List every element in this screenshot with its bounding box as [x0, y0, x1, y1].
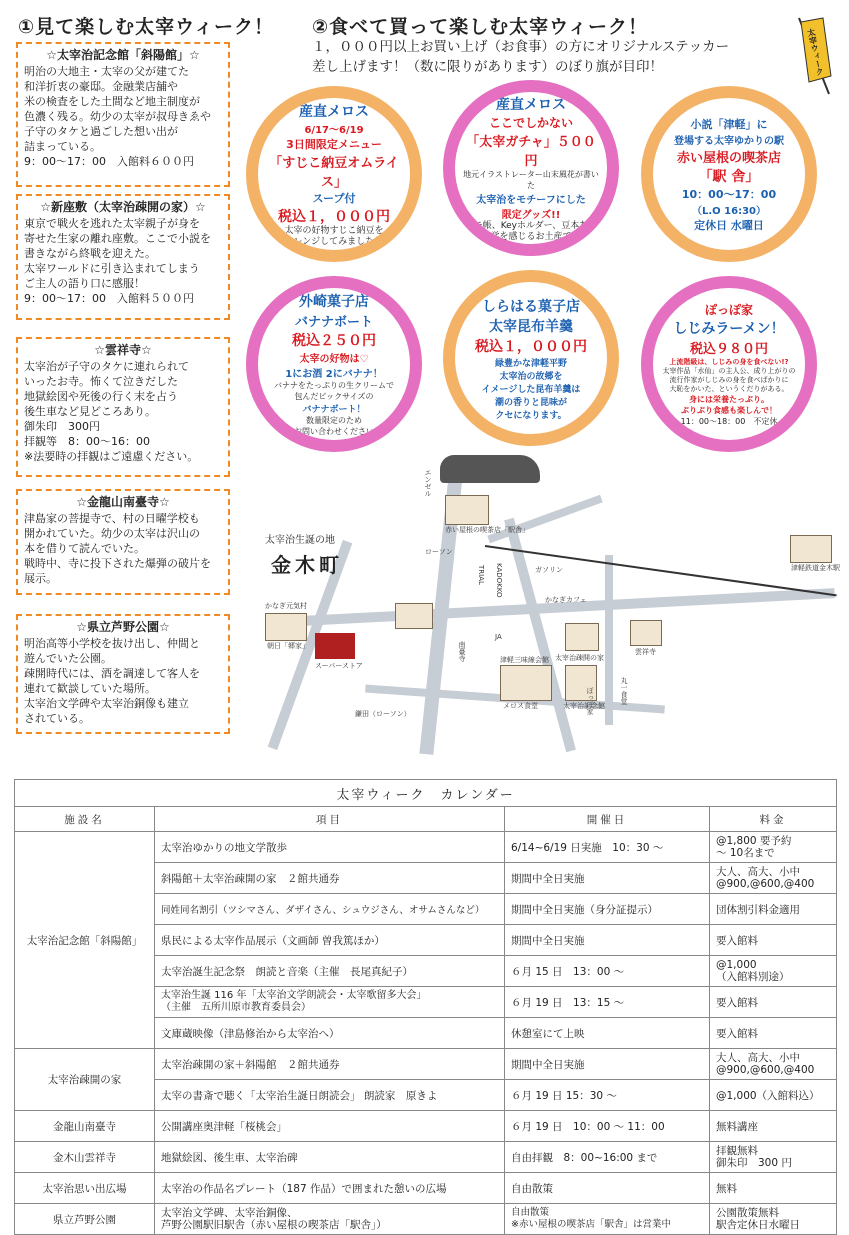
- info-box-unshoji: [16, 337, 230, 477]
- info-box-title: ☆金龍山南臺寺☆: [76, 495, 170, 509]
- info-line: 戦時中、寺に投下された爆弾の破片を: [24, 557, 211, 570]
- circle-shop: 小説「津軽」に: [690, 117, 768, 131]
- info-line: 明治の大地主・太宰の父が建てた: [24, 65, 189, 78]
- calendar-fee: 要入館料: [710, 1018, 837, 1049]
- info-line: 太宰治文学碑や太宰治銅像も建立: [24, 697, 189, 710]
- table-row: [15, 1111, 837, 1142]
- circle-line: 数量限定のため: [306, 416, 362, 425]
- circle-line: 限定グッズ!!: [501, 209, 561, 221]
- map-building: [565, 623, 599, 651]
- info-line: 津島家の菩提寺で、村の日曜学校も: [24, 512, 200, 525]
- map-birthplace-label: 太宰治生誕の地: [265, 535, 335, 546]
- circle-line: スープ付: [312, 191, 356, 205]
- map-label: KADOKKO: [495, 563, 503, 598]
- info-box-ashino-park: [16, 614, 230, 734]
- calendar-facility: 太宰治疎開の家: [15, 1049, 155, 1111]
- info-line: 書きながら終戦を迎えた。: [24, 247, 156, 260]
- circle-line: 太宰治の故郷を: [499, 371, 563, 382]
- map-label: かなぎ元気村: [265, 602, 307, 610]
- flag-text: 太宰ウィーク: [806, 27, 825, 77]
- calendar-fee: @1,000 （入館料別途）: [710, 956, 837, 987]
- info-line: 9：00～17：00 入館料６００円: [24, 155, 194, 168]
- map-label: 雲祥寺: [635, 648, 656, 656]
- map-label: スーパーストア: [315, 662, 363, 670]
- calendar-item: 太宰治文学碑、太宰治銅像、 芦野公園駅旧駅舎（赤い屋根の喫茶店「駅舎」）: [155, 1204, 505, 1235]
- calendar-date: 期間中全日実施: [505, 925, 710, 956]
- calendar-fee: 団体割引料金適用: [710, 894, 837, 925]
- circle-shop: ぽっぽ家: [704, 303, 753, 317]
- map-label: 朝日「郷家」: [267, 642, 309, 650]
- calendar-item: 公開講座奥津軽「桜桃会」: [155, 1111, 505, 1142]
- circle-line: 地元イラストレーター山末風花が書いた: [463, 169, 599, 190]
- promo-circle-ekisha: [641, 86, 817, 262]
- info-line: 色濃く残る。幼少の太宰が叔母きゑや: [24, 110, 211, 123]
- map-building-ekisha: [445, 495, 489, 525]
- circle-line: イメージした昆布羊羹は: [481, 384, 581, 395]
- section2-title: ②食べて買って楽しむ太宰ウィーク！: [312, 16, 648, 38]
- calendar-date: 期間中全日実施: [505, 863, 710, 894]
- calendar-date: 6/14~6/19 日実施 10：30 ～: [505, 832, 710, 863]
- circle-line: 10：00～17：00: [681, 187, 777, 201]
- map-label: かなぎカフェ: [545, 596, 587, 604]
- map-label: 赤い屋根の喫茶店「駅舎」: [445, 526, 529, 534]
- circle-line: アレンジしてみました！: [284, 236, 384, 247]
- calendar-facility: 金龍山南臺寺: [15, 1111, 155, 1142]
- circle-line: 登場する太宰ゆかりの駅: [674, 135, 784, 147]
- calendar-fee: 拝観無料 御朱印 300 円: [710, 1142, 837, 1173]
- circle-shop: 外崎菓子店: [299, 294, 369, 310]
- map-forest: [440, 455, 540, 483]
- info-line: 展示。: [24, 572, 57, 585]
- circle-line: 「駅 舎」: [698, 168, 760, 185]
- info-line: 遊んでいた公園。: [24, 652, 112, 665]
- info-line: 9：00～17：00 入館料５００円: [24, 292, 194, 305]
- circle-shop: しらはる菓子店: [482, 298, 580, 315]
- circle-line: 税込１，０００円: [475, 338, 587, 355]
- info-line: 詰まっている。: [24, 140, 101, 153]
- circle-line: 太宰の好物は♡: [299, 354, 369, 365]
- map-label: ガソリン: [535, 566, 563, 574]
- info-line: 太宰ワールドに引き込まれてしまう: [24, 262, 200, 275]
- circle-line: しじみラーメン！: [673, 321, 785, 337]
- info-line: ※法要時の拝観はご遠慮ください。: [24, 450, 199, 463]
- info-line: いったお寺。怖くて泣きだした: [24, 375, 178, 388]
- calendar-header: 料金: [710, 807, 837, 832]
- circle-line: 身には栄養たっぷり。: [689, 395, 769, 404]
- circle-line: 定休日 水曜日: [694, 218, 764, 232]
- info-line: 地獄絵図や死後の行く末を占う: [24, 390, 178, 403]
- calendar-date: 自由散策 ※赤い屋根の喫茶店「駅舎」は営業中: [505, 1204, 710, 1235]
- calendar-fee: @1,800 要予約 ～ 10名まで: [710, 832, 837, 863]
- map-label: 丸一食堂: [620, 677, 628, 705]
- calendar-date: 期間中全日実施（身分証提示）: [505, 894, 710, 925]
- circle-shop: 産直メロス: [496, 96, 566, 113]
- info-line: 連れて歓談していた場所。: [24, 682, 156, 695]
- calendar-item: 文庫蔵映像（津島修治から太宰治へ）: [155, 1018, 505, 1049]
- calendar-date: 自由拝観 8：00~16:00 まで: [505, 1142, 710, 1173]
- area-map: [245, 455, 840, 755]
- promo-circle-gacha: [443, 80, 619, 256]
- map-label: ぽっぽ家: [586, 687, 594, 715]
- circle-line: 3日間限定メニュー: [286, 137, 382, 151]
- calendar-facility: 太宰治記念館「斜陽館」: [15, 832, 155, 1049]
- circle-line: 1にお酒 2にバナナ！: [285, 369, 383, 380]
- calendar-fee: 大人、高大、小中 @900,@600,@400: [710, 1049, 837, 1080]
- map-label: TRIAL: [477, 565, 485, 585]
- sticker-line-1: １，０００円以上お買い上げ（お食事）の方にオリジナルステッカー: [312, 39, 730, 55]
- circle-line: 太宰昆布羊羹: [489, 318, 573, 335]
- table-row: [15, 1142, 837, 1173]
- info-line: されている。: [24, 712, 90, 725]
- calendar-date: ６月 19 日 13：15 ～: [505, 987, 710, 1018]
- info-line: 子守のタケと過ごした想い出が: [24, 125, 178, 138]
- calendar-fee: 要入館料: [710, 987, 837, 1018]
- map-label: メロス食堂: [503, 702, 538, 710]
- calendar-item: 太宰治疎開の家＋斜陽館 ２館共通券: [155, 1049, 505, 1080]
- table-row: [15, 1204, 837, 1235]
- circle-line: 緑豊かな津軽平野: [494, 358, 567, 369]
- circle-line: バナナボート！: [302, 405, 366, 415]
- circle-line: バナナボート: [294, 315, 373, 330]
- info-line: ご主人の語り口に感服！: [24, 277, 145, 290]
- map-label: 津軽三味線会館: [500, 656, 549, 664]
- circle-line: 「太宰ガチャ」５００円: [466, 134, 596, 169]
- calendar-item: 地獄絵図、後生車、太宰治碑: [155, 1142, 505, 1173]
- calendar-date: 期間中全日実施: [505, 1049, 710, 1080]
- circle-shop: 産直メロス: [299, 103, 369, 120]
- map-building: [630, 620, 662, 646]
- circle-line: 大恥をかいた、というくだりがある。: [669, 385, 789, 393]
- info-line: 太宰治が子守のタケに連れられて: [24, 360, 189, 373]
- circle-line: 太宰作品「水仙」の主人公、成り上がりの: [662, 367, 796, 375]
- calendar-facility: 県立芦野公園: [15, 1204, 155, 1235]
- circle-line: 赤い屋根の喫茶店: [676, 150, 781, 166]
- calendar-date: 休憩室にて上映: [505, 1018, 710, 1049]
- info-box-title: ☆県立芦野公園☆: [76, 620, 170, 634]
- calendar-item: 太宰の書斎で聴く「太宰治生誕日朗読会」 朗読家 原きよ: [155, 1080, 505, 1111]
- calendar-item: 太宰治ゆかりの地文学散歩: [155, 832, 505, 863]
- circle-line: 文学を感じるお土産です: [481, 231, 581, 242]
- promo-circle-omurice: [246, 86, 422, 262]
- calendar-fee: 要入館料: [710, 925, 837, 956]
- section1-title: ①見て楽しむ太宰ウィーク！: [18, 16, 274, 38]
- map-label: ローソン: [425, 548, 453, 556]
- calendar-item: 太宰治生誕 116 年「太宰治文学朗読会・太宰歌留多大会」 （主催 五所川原市教育委員会）: [155, 987, 505, 1018]
- info-line: 拝観等 8：00～16：00: [24, 435, 150, 448]
- calendar-header-row: [15, 807, 837, 832]
- calendar-facility: 金木山雲祥寺: [15, 1142, 155, 1173]
- circle-line: お問い合わせください: [294, 427, 374, 436]
- circle-line: 流行作家がしじみの身を食べばかりに: [669, 376, 789, 384]
- map-label: エンゼル: [424, 469, 432, 497]
- calendar-item: 県民による太宰作品展示（文画師 曽我篤ほか）: [155, 925, 505, 956]
- map-label: JA: [495, 633, 502, 641]
- info-box-shinzashiki: [16, 194, 230, 320]
- info-line: 米の検査をした土間など地主制度が: [24, 95, 200, 108]
- table-row: [15, 832, 837, 863]
- calendar-date: ６月 19 日 10：00 ～ 11：00: [505, 1111, 710, 1142]
- circle-line: メモ帳、Keyホルダー、豆本など: [464, 220, 598, 231]
- info-line: 寄せた生家の離れ座敷。ここで小説を: [24, 232, 211, 245]
- circle-line: 潮の香りと昆味が: [494, 397, 567, 408]
- info-box-nandaiji: [16, 489, 230, 595]
- info-line: 和洋折衷の豪邸。金融業店舗や: [24, 80, 178, 93]
- calendar-facility: 太宰治思い出広場: [15, 1173, 155, 1204]
- nobori-flag-icon: [793, 16, 833, 96]
- calendar-title: 太宰ウィーク カレンダー: [15, 780, 837, 807]
- promo-circle-banana: [246, 276, 422, 452]
- calendar-header: 開催日: [505, 807, 710, 832]
- info-box-title: ☆太宰治記念館「斜陽館」☆: [46, 48, 200, 62]
- map-label: 太宰治疎開の家: [555, 654, 604, 662]
- info-line: 後生車など見どころあり。: [24, 405, 156, 418]
- map-building: [265, 613, 307, 641]
- calendar-item: 斜陽館＋太宰治疎開の家 ２館共通券: [155, 863, 505, 894]
- info-line: 御朱印 300円: [24, 420, 100, 433]
- table-row: [15, 1173, 837, 1204]
- map-building-shayokan: [500, 665, 552, 701]
- info-line: 東京で戦火を逃れた太宰親子が身を: [24, 217, 200, 230]
- circle-line: 税込２５０円: [292, 333, 376, 349]
- calendar-date: 自由散策: [505, 1173, 710, 1204]
- calendar-header: 施設名: [15, 807, 155, 832]
- calendar-fee: @1,000（入館料込）: [710, 1080, 837, 1111]
- map-label: 南臺寺: [458, 641, 466, 662]
- info-box-title: ☆雲祥寺☆: [94, 343, 152, 357]
- circle-line: 11：00～18：00 不定休: [680, 417, 778, 426]
- info-box-title: ☆新座敷（太宰治疎開の家）☆: [40, 200, 206, 214]
- calendar-item: 同姓同名割引（ツシマさん、ダザイさん、シュウジさん、オサムさんなど）: [155, 894, 505, 925]
- map-building-station: [790, 535, 832, 563]
- calendar-fee: 大人、高大、小中 @900,@600,@400: [710, 863, 837, 894]
- info-line: 明治高等小学校を抜け出し、仲間と: [24, 637, 200, 650]
- circle-line: （L.O 16:30）: [692, 205, 766, 217]
- calendar-header: 項目: [155, 807, 505, 832]
- circle-line: 6/17～6/19: [304, 124, 364, 136]
- map-kanagi-title: 金木町: [271, 553, 343, 577]
- circle-line: 包んだビックサイズの: [294, 392, 374, 401]
- map-label: 鎌田（ローソン）: [355, 710, 411, 718]
- circle-line: 税込１，０００円: [278, 208, 390, 225]
- calendar-date: ６月 15 日 13：00 ～: [505, 956, 710, 987]
- map-building-supermarket: [315, 633, 355, 659]
- circle-line: ここでしかない: [488, 115, 573, 130]
- info-box-shayokan: [16, 42, 230, 187]
- sticker-line-2: 差し上げます！（数に限りがあります）のぼり旗が目印！: [312, 59, 663, 75]
- calendar-table: [14, 779, 837, 1235]
- circle-line: 太宰治をモチーフにした: [476, 194, 586, 206]
- promo-circle-yokan: [443, 270, 619, 446]
- calendar-date: ６月 19 日 15：30 ～: [505, 1080, 710, 1111]
- circle-line: バナナをたっぷりの生クリームで: [274, 381, 394, 390]
- circle-line: 上流階級は、しじみの身を食べない!?: [669, 358, 789, 366]
- calendar-item: 太宰治の作品名プレート（187 作品）で囲まれた憩いの広場: [155, 1173, 505, 1204]
- calendar-fee: 無料: [710, 1173, 837, 1204]
- map-road: [605, 555, 613, 725]
- circle-line: 太宰の好物すじこ納豆を: [284, 225, 384, 236]
- circle-line: 税込９８０円: [689, 342, 768, 357]
- promo-circle-shijimi: [641, 276, 817, 452]
- map-label: 津軽鉄道金木駅: [791, 564, 840, 572]
- circle-line: ぷりぷり食感も楽しんで！: [681, 406, 777, 415]
- info-line: 開かれていた。幼少の太宰は沢山の: [24, 527, 200, 540]
- info-line: 本を借りて読んでいた。: [24, 542, 145, 555]
- calendar-fee: 公園散策無料 駅舎定休日水曜日: [710, 1204, 837, 1235]
- calendar-fee: 無料講座: [710, 1111, 837, 1142]
- circle-line: 「すじこ納豆オムライス」: [269, 155, 399, 190]
- table-row: [15, 1049, 837, 1080]
- info-line: 疎開時代には、酒を調達して客人を: [24, 667, 200, 680]
- map-building: [395, 603, 433, 629]
- calendar-item: 太宰治誕生記念祭 朗読と音楽（主催 長尾真紀子）: [155, 956, 505, 987]
- map-label: 太宰治記念館: [563, 702, 605, 710]
- circle-line: クセになります。: [495, 410, 567, 421]
